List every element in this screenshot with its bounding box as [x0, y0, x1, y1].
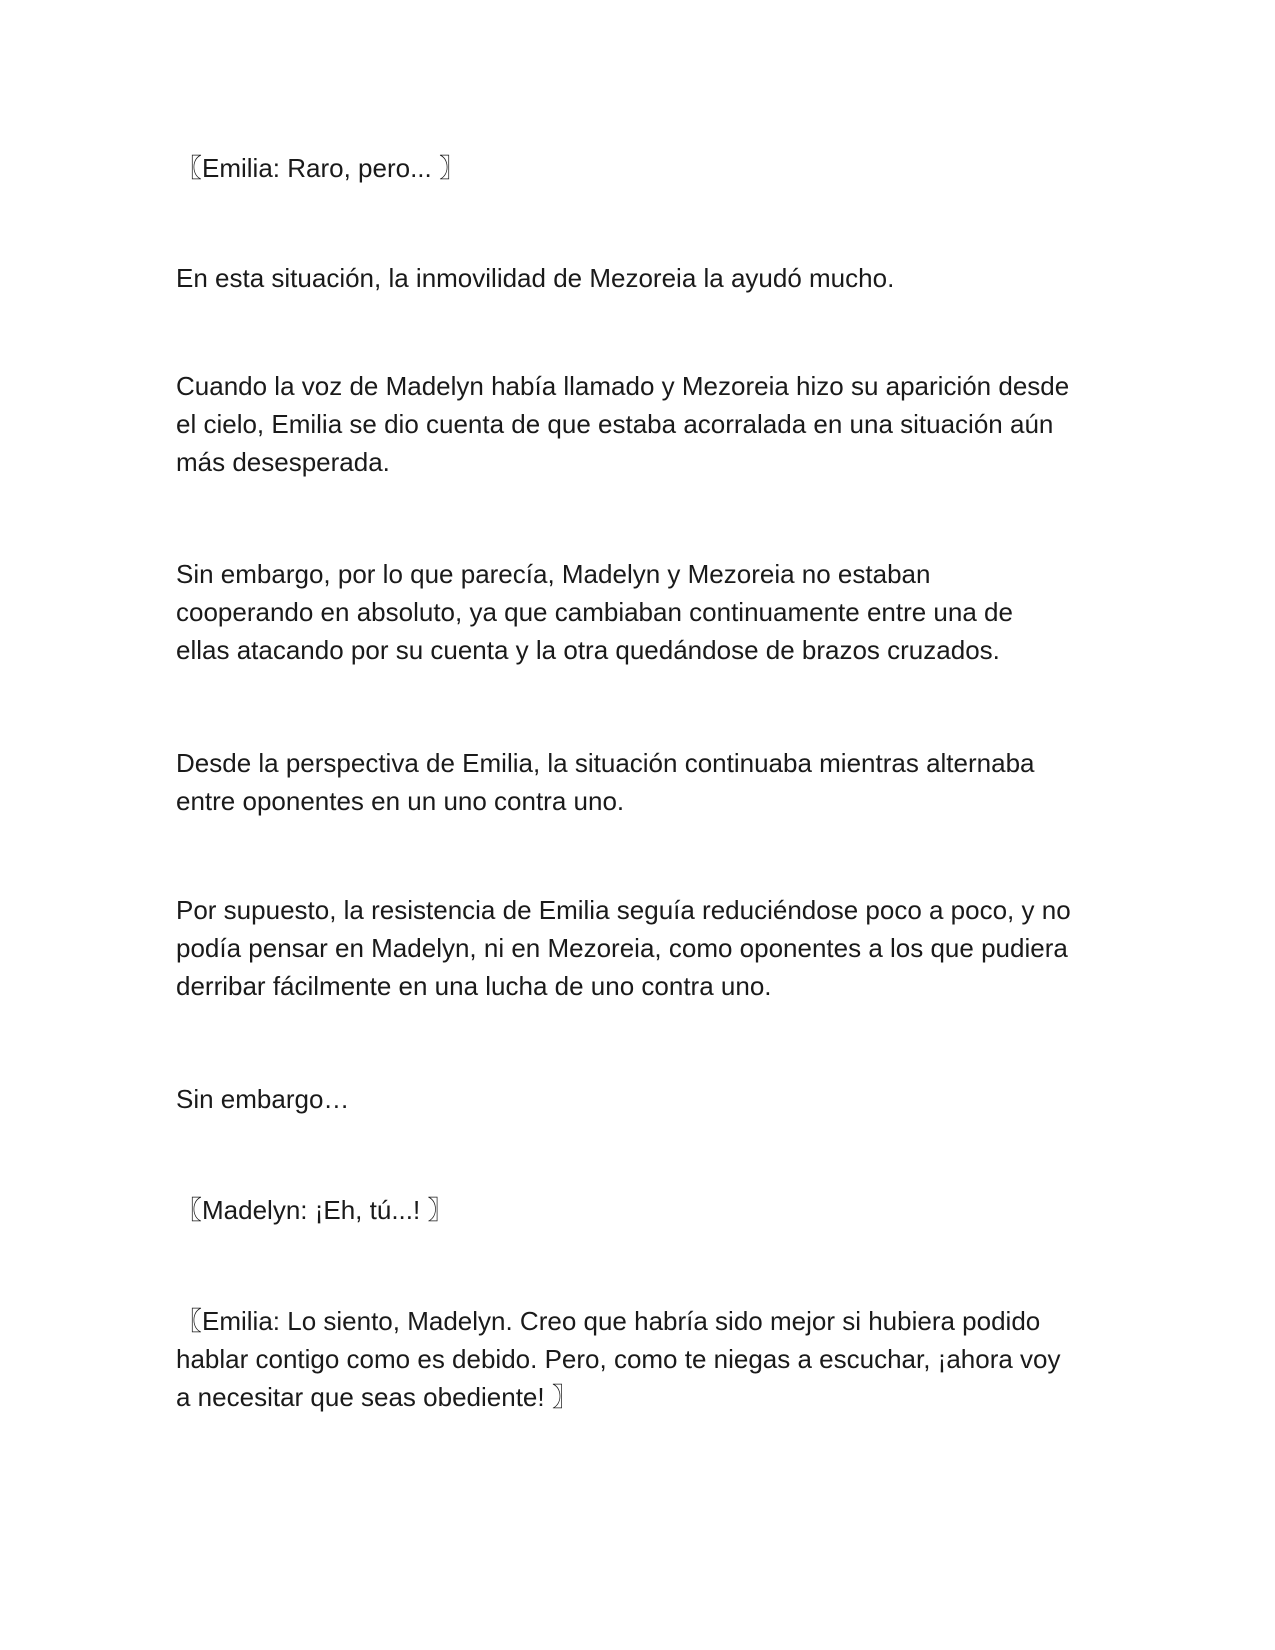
- narration-paragraph: Sin embargo…: [176, 1084, 350, 1114]
- dialogue-madelyn: 〖Madelyn: ¡Eh, tú...! 〗: [176, 1195, 454, 1225]
- narration-paragraph: Desde la perspectiva de Emilia, la situación continuaba mientras alternaba entre oponentes en un uno contra uno.: [176, 748, 1035, 816]
- narration-paragraph: Sin embargo, por lo que parecía, Madelyn y Mezoreia no estaban cooperando en absoluto, ya que cambiaban continuamente entre una de ellas atacando por su cuenta y la otra quedándose de brazos cruzados.: [176, 559, 1013, 665]
- dialogue-emilia-raro: 〖Emilia: Raro, pero... 〗: [176, 153, 465, 183]
- narration-paragraph: Cuando la voz de Madelyn había llamado y Mezoreia hizo su aparición desde el cielo, Emilia se dio cuenta de que estaba acorralada en una situación aún más desesperada.: [176, 371, 1070, 477]
- narration-paragraph: En esta situación, la inmovilidad de Mezoreia la ayudó mucho.: [176, 263, 895, 293]
- narration-paragraph: Por supuesto, la resistencia de Emilia seguía reduciéndose poco a poco, y no podía pensar en Madelyn, ni en Mezoreia, como oponentes a los que pudiera derribar fácilmente en una lucha de uno contra uno.: [176, 895, 1071, 1001]
- dialogue-emilia-final: 〖Emilia: Lo siento, Madelyn. Creo que habría sido mejor si hubiera podido hablar contigo como es debido. Pero, como te niegas a escuchar, ¡ahora voy a necesitar que seas obediente! 〗: [176, 1306, 1061, 1412]
